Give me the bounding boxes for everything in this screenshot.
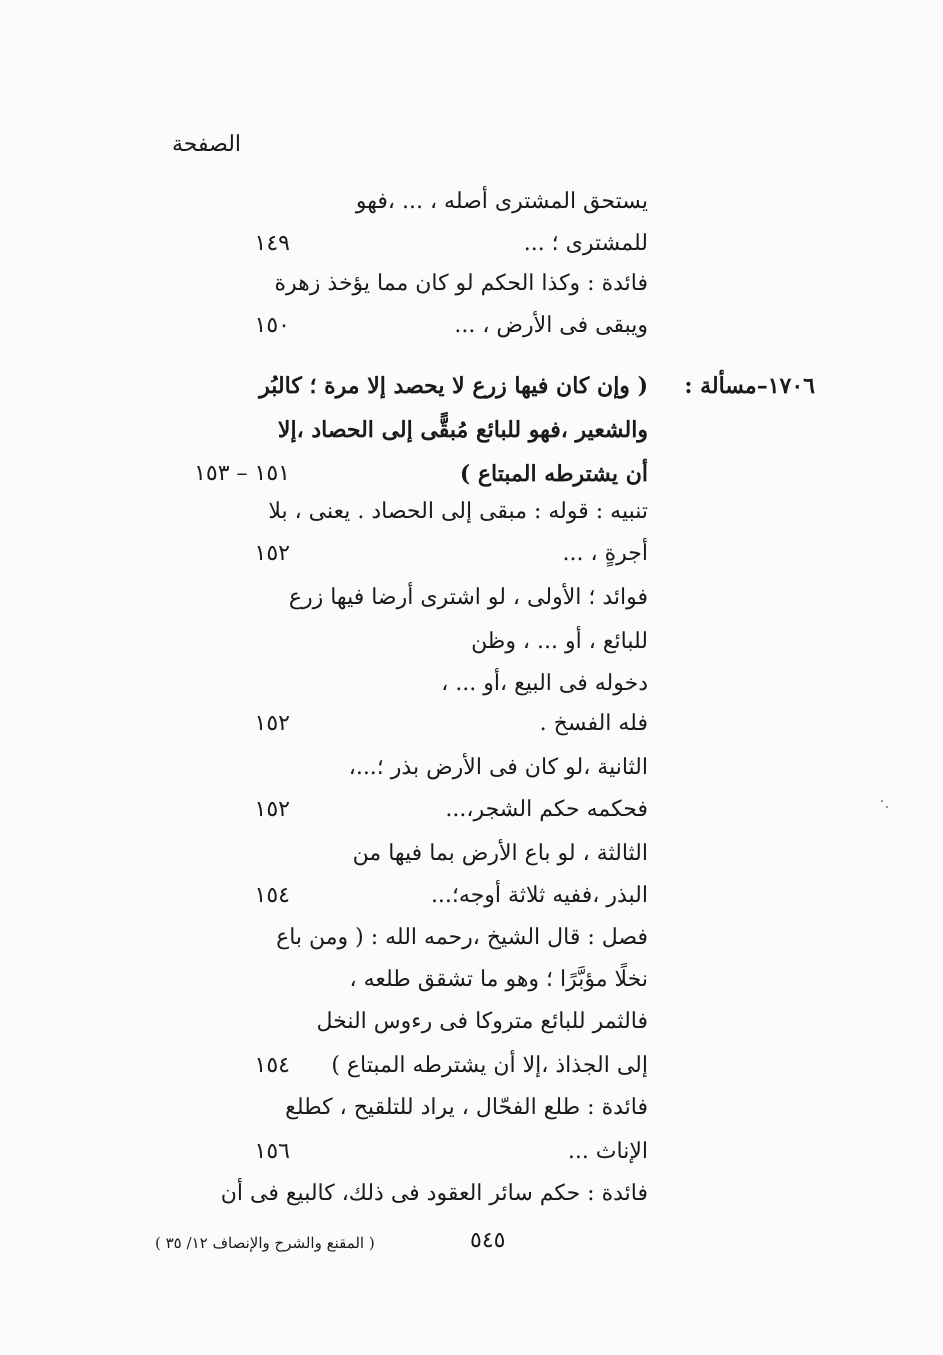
scan-speck bbox=[886, 806, 888, 808]
entry-text: فصل : قال الشيخ ،رحمه الله : ( ومن باع bbox=[276, 925, 648, 950]
index-entry bbox=[0, 490, 943, 534]
index-entry bbox=[0, 916, 943, 960]
index-entry bbox=[0, 576, 943, 620]
entry-text: فحكمه حكم الشجر،... bbox=[445, 797, 648, 822]
footer-page-number: ٥٤٥ bbox=[470, 1228, 506, 1253]
entry-page-number: ١٤٩ bbox=[254, 231, 290, 256]
page-column-header: الصفحة bbox=[172, 132, 242, 157]
index-entry bbox=[0, 874, 943, 918]
index-entry bbox=[0, 1172, 943, 1216]
index-entry bbox=[0, 662, 943, 706]
index-entry bbox=[0, 832, 943, 876]
index-entry bbox=[0, 222, 943, 266]
entry-text: الثالثة ، لو باع الأرض بما فيها من bbox=[352, 841, 648, 866]
entry-text: فائدة : وكذا الحكم لو كان مما يؤخذ زهرة bbox=[274, 271, 648, 296]
entry-page-number: ١٥٦ bbox=[254, 1139, 290, 1164]
entry-page-number: ١٥٤ bbox=[254, 883, 290, 908]
index-entry bbox=[0, 408, 943, 452]
entry-text: البذر ،ففيه ثلاثة أوجه؛... bbox=[430, 883, 648, 908]
entry-text: فله الفسخ . bbox=[539, 711, 648, 736]
index-entry bbox=[0, 746, 943, 790]
entry-text: والشعير ،فهو للبائع مُبقًّى إلى الحصاد ،إلا bbox=[277, 417, 648, 443]
entry-page-number: ١٥٢ bbox=[254, 797, 290, 822]
index-entry bbox=[0, 1130, 943, 1174]
index-entry bbox=[0, 958, 943, 1002]
entry-text: نخلًا مؤبَّرًا ؛ وهو ما تشقق طلعه ، bbox=[349, 967, 648, 992]
index-entry bbox=[0, 532, 943, 576]
index-entry bbox=[0, 1000, 943, 1044]
entry-page-number: ١٥١ – ١٥٣ bbox=[194, 461, 290, 486]
entry-text: دخوله فى البيع ،أو ... ، bbox=[441, 671, 648, 696]
entry-text: أجرةٍ ، ... bbox=[562, 541, 648, 566]
entry-label: ١٧٠٦–مسألة : bbox=[684, 373, 815, 399]
index-entry bbox=[0, 702, 943, 746]
entry-text: للمشترى ؛ ... bbox=[523, 231, 648, 256]
entry-text: فالثمر للبائع متروكا فى رءوس النخل bbox=[316, 1009, 648, 1034]
entry-page-number: ١٥٠ bbox=[254, 313, 290, 338]
index-entry bbox=[0, 1044, 943, 1088]
entry-text: الثانية ،لو كان فى الأرض بذر ؛...، bbox=[348, 755, 648, 780]
entry-text: للبائع ، أو ... ، وظن bbox=[471, 629, 648, 654]
entry-page-number: ١٥٢ bbox=[254, 541, 290, 566]
entry-text: أن يشترطه المبتاع ) bbox=[459, 461, 648, 487]
entry-text: تنبيه : قوله : مبقى إلى الحصاد . يعنى ، بلا bbox=[268, 499, 648, 524]
entry-page-number: ١٥٤ bbox=[254, 1053, 290, 1078]
index-entry bbox=[0, 364, 943, 408]
entry-text: ( وإن كان فيها زرع لا يحصد إلا مرة ؛ كالبُر bbox=[259, 373, 648, 399]
index-entry bbox=[0, 180, 943, 224]
entry-text: يستحق المشترى أصله ، ... ،فهو bbox=[355, 189, 648, 214]
index-entry bbox=[0, 788, 943, 832]
footer-reference: ( المقنع والشرح والإنصاف ١٢/ ٣٥ ) bbox=[155, 1234, 375, 1252]
entry-text: الإناث ... bbox=[567, 1139, 648, 1164]
entry-text: إلى الجذاذ ،إلا أن يشترطه المبتاع ) bbox=[331, 1053, 648, 1078]
entry-text: فائدة : حكم سائر العقود فى ذلك، كالبيع فى أن bbox=[220, 1181, 648, 1206]
entry-page-number: ١٥٢ bbox=[254, 711, 290, 736]
index-entry bbox=[0, 262, 943, 306]
entry-text: ويبقى فى الأرض ، ... bbox=[454, 313, 648, 338]
index-entry bbox=[0, 620, 943, 664]
index-entry bbox=[0, 1086, 943, 1130]
index-entry bbox=[0, 304, 943, 348]
entry-text: فائدة : طلع الفحّال ، يراد للتلقيح ، كطلع bbox=[285, 1095, 648, 1120]
entry-text: فوائد ؛ الأولى ، لو اشترى أرضا فيها زرع bbox=[288, 585, 648, 610]
scan-speck bbox=[881, 800, 883, 802]
